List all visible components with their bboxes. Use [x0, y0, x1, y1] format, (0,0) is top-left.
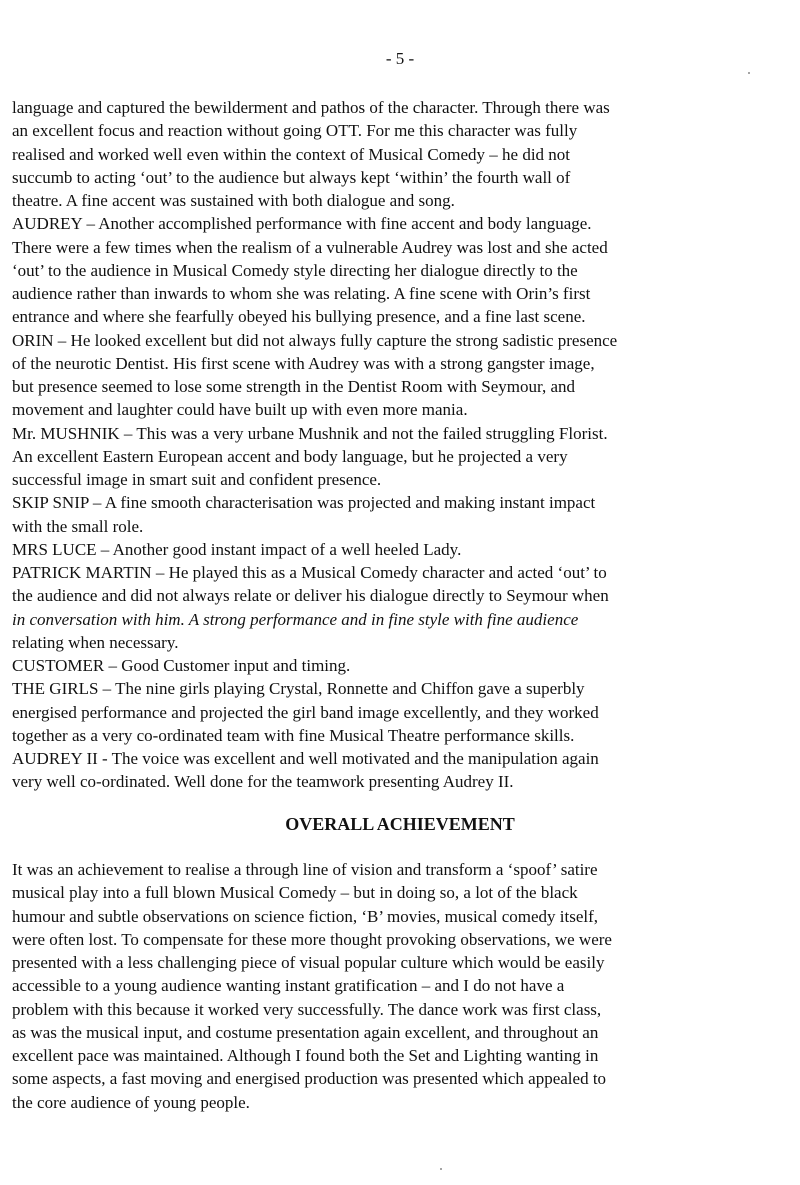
overall-line: the core audience of young people. [12, 1092, 250, 1112]
overall-line: musical play into a full blown Musical Comedy – but in doing so, a lot of the black [12, 883, 578, 903]
overall-line: It was an achievement to realise a through line of vision and transform a ‘spoof’ satire [12, 860, 598, 879]
review-line: with the small role. [12, 516, 144, 536]
review-line: There were a few times when the realism of a vulnerable Audrey was lost and she acted [12, 237, 608, 257]
review-line: ORIN – He looked excellent but did not always fully capture the strong sadistic presence [12, 330, 618, 350]
review-line: realised and worked well even within the context of Musical Comedy – he did not [12, 144, 571, 164]
overall-line: accessible to a young audience wanting instant gratification – and I do not have a [12, 976, 565, 996]
overall-line: excellent pace was maintained. Although I found both the Set and Lighting wanting in [12, 1046, 599, 1065]
review-line: the audience and did not always relate or deliver his dialogue directly to Seymour when [12, 586, 609, 606]
review-line: relating when necessary. [12, 632, 179, 652]
review-line: ‘out’ to the audience in Musical Comedy style directing her dialogue directly to the [12, 260, 578, 280]
review-line: an excellent focus and reaction without going OTT. For me this character was fully [12, 121, 578, 141]
overall-achievement-heading: OVERALL ACHIEVEMENT [285, 814, 515, 834]
review-line: entrance and where she fearfully obeyed his bullying presence, and a fine last scene. [12, 307, 586, 327]
review-line: very well co-ordinated. Well done for the teamwork presenting Audrey II. [12, 772, 514, 792]
review-line: PATRICK MARTIN – He played this as a Musical Comedy character and acted ‘out’ to [12, 563, 607, 582]
review-line: energised performance and projected the girl band image excellently, and they worked [12, 702, 599, 722]
overall-achievement-paragraph [12, 858, 752, 1114]
review-line: CUSTOMER – Good Customer input and timing. [12, 656, 351, 675]
review-line: AUDREY II - The voice was excellent and well motivated and the manipulation again [12, 749, 599, 768]
review-line: THE GIRLS – The nine girls playing Crystal, Ronnette and Chiffon gave a superbly [12, 679, 585, 699]
overall-line: presented with a less challenging piece of visual popular culture which would be easily [12, 953, 605, 972]
scan-speck [440, 1168, 442, 1170]
review-line: together as a very co-ordinated team with fine Musical Theatre performance skills. [12, 725, 575, 745]
overall-line: were often lost. To compensate for these more thought provoking observations, we were [12, 929, 612, 949]
review-line: successful image in smart suit and confident presence. [12, 470, 382, 489]
review-line: audience rather than inwards to whom she was relating. A fine scene with Orin’s first [12, 284, 591, 303]
review-line: theatre. A fine accent was sustained with both dialogue and song. [12, 191, 455, 210]
character-review-section [12, 96, 752, 794]
overall-line: some aspects, a fast moving and energised production was presented which appealed to [12, 1069, 607, 1089]
review-line: language and captured the bewilderment and pathos of the character. Through there was [12, 98, 610, 117]
scan-speck [748, 72, 750, 74]
review-line: succumb to acting ‘out’ to the audience but always kept ‘within’ the fourth wall of [12, 167, 571, 187]
overall-line: humour and subtle observations on science fiction, ‘B’ movies, musical comedy itself, [12, 906, 599, 926]
review-line: AUDREY – Another accomplished performance with fine accent and body language. [12, 214, 592, 234]
page-number: - 5 - [385, 49, 415, 68]
review-line: but presence seemed to lose some strength in the Dentist Room with Seymour, and [12, 377, 576, 396]
overall-line: problem with this because it worked very successfully. The dance work was first class, [12, 999, 602, 1019]
review-line: SKIP SNIP – A fine smooth characterisation was projected and making instant impact [12, 493, 596, 513]
review-line: MRS LUCE – Another good instant impact of a well heeled Lady. [12, 539, 462, 559]
review-line: movement and laughter could have built up with even more mania. [12, 400, 468, 420]
review-line: of the neurotic Dentist. His first scene with Audrey was with a strong gangster image, [12, 353, 595, 373]
review-line: in conversation with him. A strong performance and in fine style with fine audience [12, 609, 579, 629]
review-line: An excellent Eastern European accent and body language, but he projected a very [12, 446, 568, 466]
review-line: Mr. MUSHNIK – This was a very urbane Mushnik and not the failed struggling Florist. [12, 423, 608, 443]
overall-line: as was the musical input, and costume presentation again excellent, and throughout an [12, 1022, 599, 1042]
